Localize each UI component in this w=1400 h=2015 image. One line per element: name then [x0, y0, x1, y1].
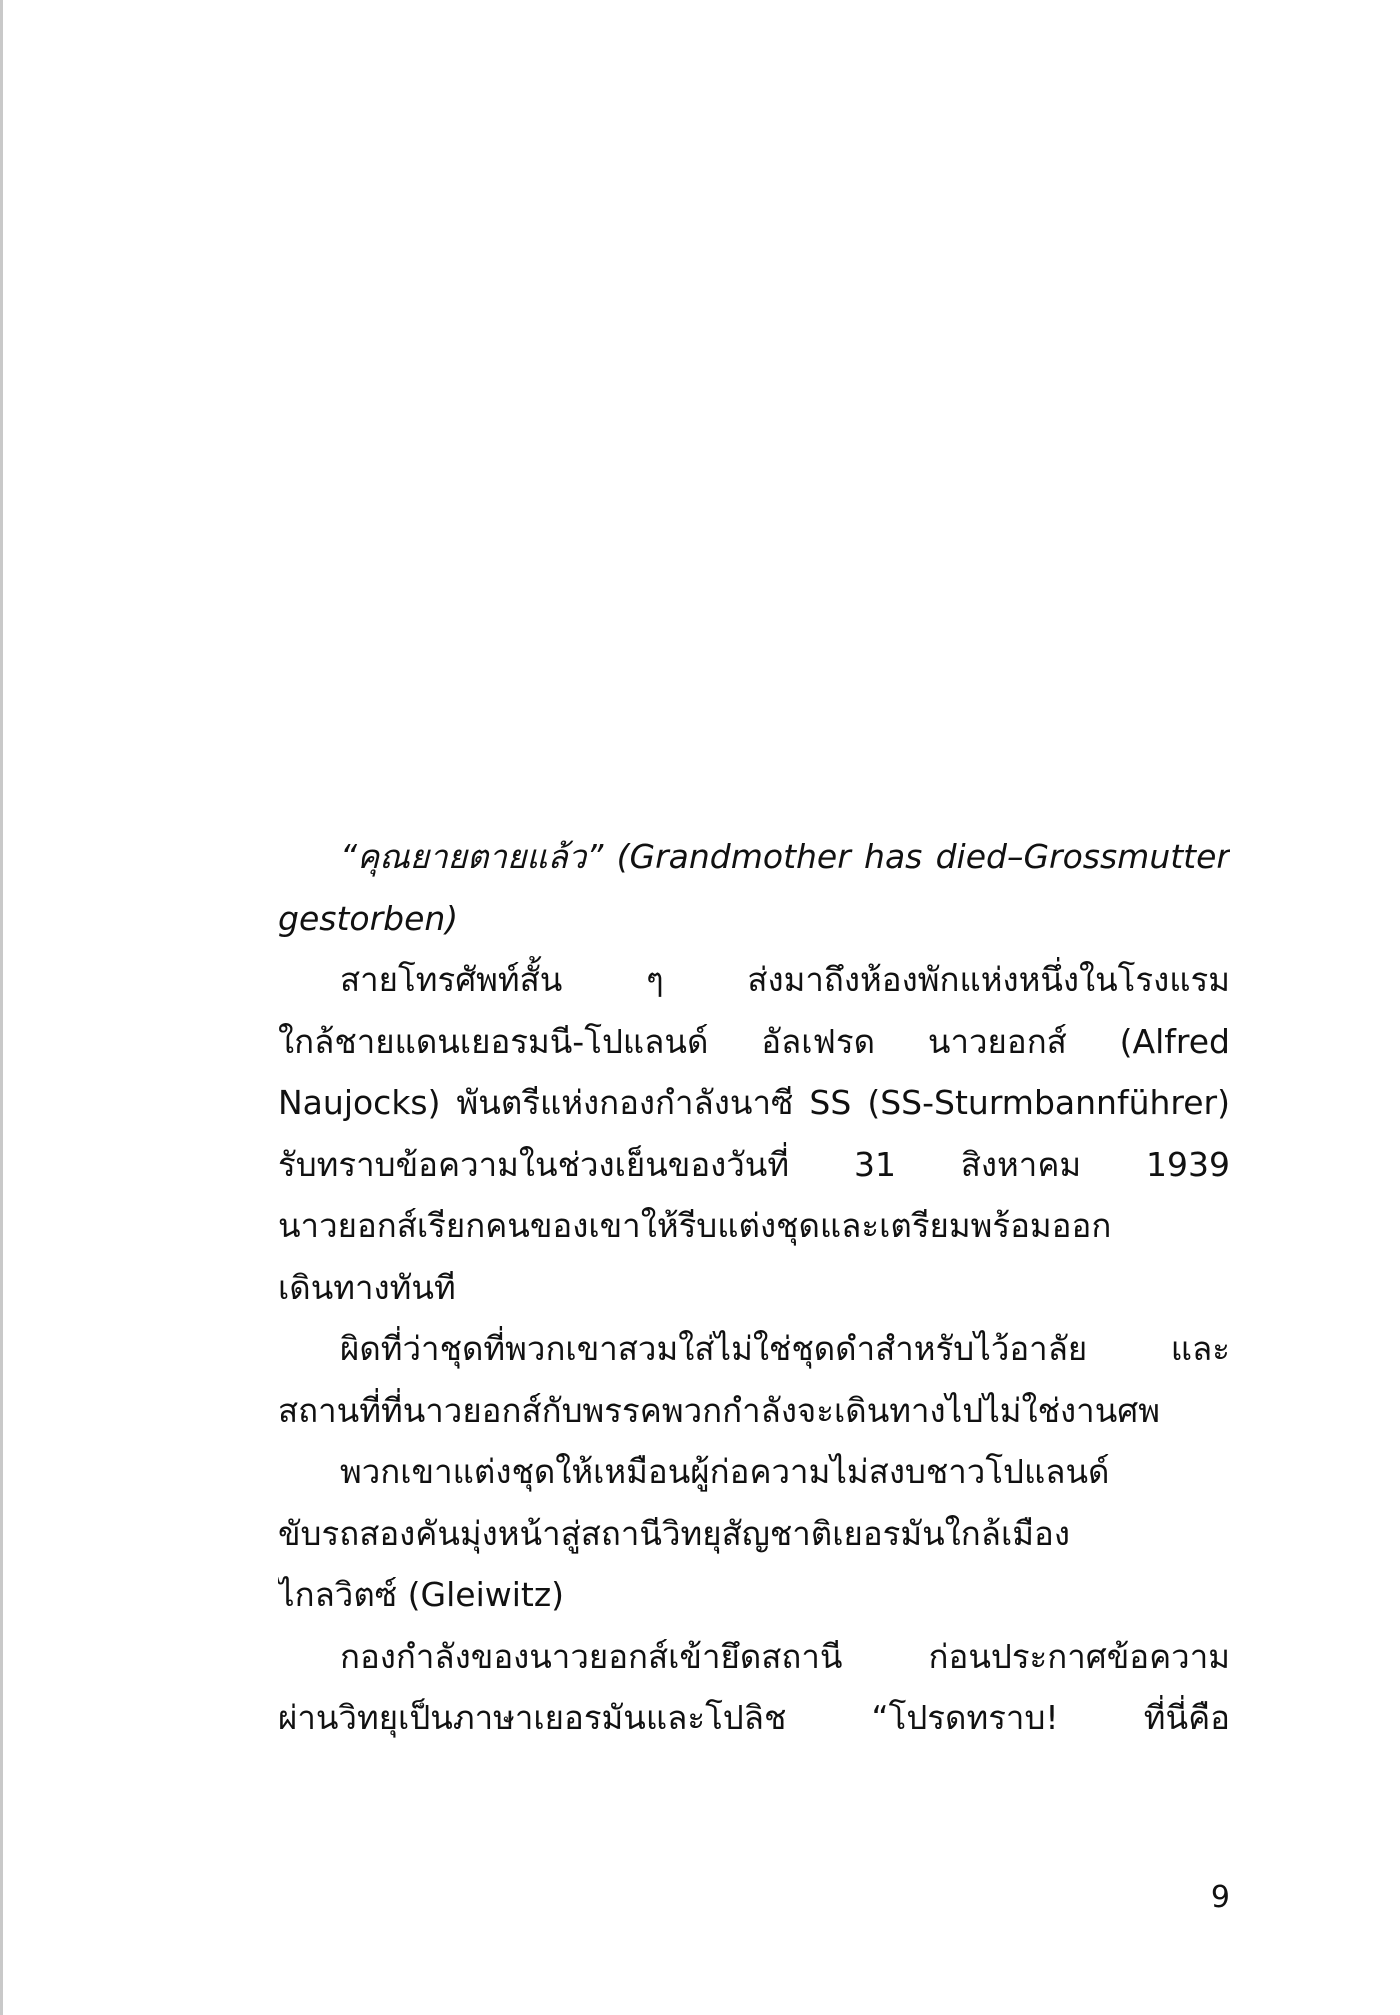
page-edge — [0, 0, 3, 2015]
paragraph-line: สายโทรศัพท์สั้น ๆ ส่งมาถึงห้องพักแห่งหนึ่งในโรงแรม — [340, 960, 1230, 999]
paragraph-line: ผิดที่ว่าชุดที่พวกเขาสวมใส่ไม่ใช่ชุดดำสำหรับไว้อาลัย และ — [340, 1329, 1230, 1368]
paragraph-line: เดินทางทันที — [278, 1267, 456, 1307]
quote-line: “คุณยายตายแล้ว” (Grandmother has died–Grossmutter — [340, 837, 1230, 876]
paragraph-line: รับทราบข้อความในช่วงเย็นของวันที่ 31 สิงหาคม 1939 — [278, 1144, 1230, 1184]
paragraph-line: Naujocks) พันตรีแห่งกองกำลังนาซี SS (SS-Sturmbannführer) — [278, 1083, 1230, 1122]
page-number: 9 — [1210, 1880, 1230, 1915]
paragraph-line: กองกำลังของนาวยอกส์เข้ายึดสถานี ก่อนประกาศข้อความ — [340, 1636, 1230, 1676]
paragraph-line: นาวยอกส์เรียกคนของเขาให้รีบแต่งชุดและเตรียมพร้อมออก — [278, 1206, 1112, 1245]
quote-line-continued: gestorben) — [278, 898, 459, 938]
paragraph-line: สถานที่ที่นาวยอกส์กับพรรคพวกกำลังจะเดินทางไปไม่ใช่งานศพ — [278, 1390, 1160, 1430]
paragraph-line: ไกลวิตซ์ (Gleiwitz) — [278, 1575, 565, 1614]
body-text — [278, 826, 1230, 1749]
paragraph-line: พวกเขาแต่งชุดให้เหมือนผู้ก่อความไม่สงบชาวโปแลนด์ — [340, 1452, 1110, 1491]
paragraph-line: ผ่านวิทยุเป็นภาษาเยอรมันและโปลิช “โปรดทราบ! ที่นี่คือ — [278, 1698, 1230, 1737]
paragraph-line: ใกล้ชายแดนเยอรมนี-โปแลนด์ อัลเฟรด นาวยอกส์ (Alfred — [278, 1021, 1230, 1061]
paragraph-line: ขับรถสองคันมุ่งหน้าสู่สถานีวิทยุสัญชาติเยอรมันใกล้เมือง — [278, 1513, 1070, 1553]
